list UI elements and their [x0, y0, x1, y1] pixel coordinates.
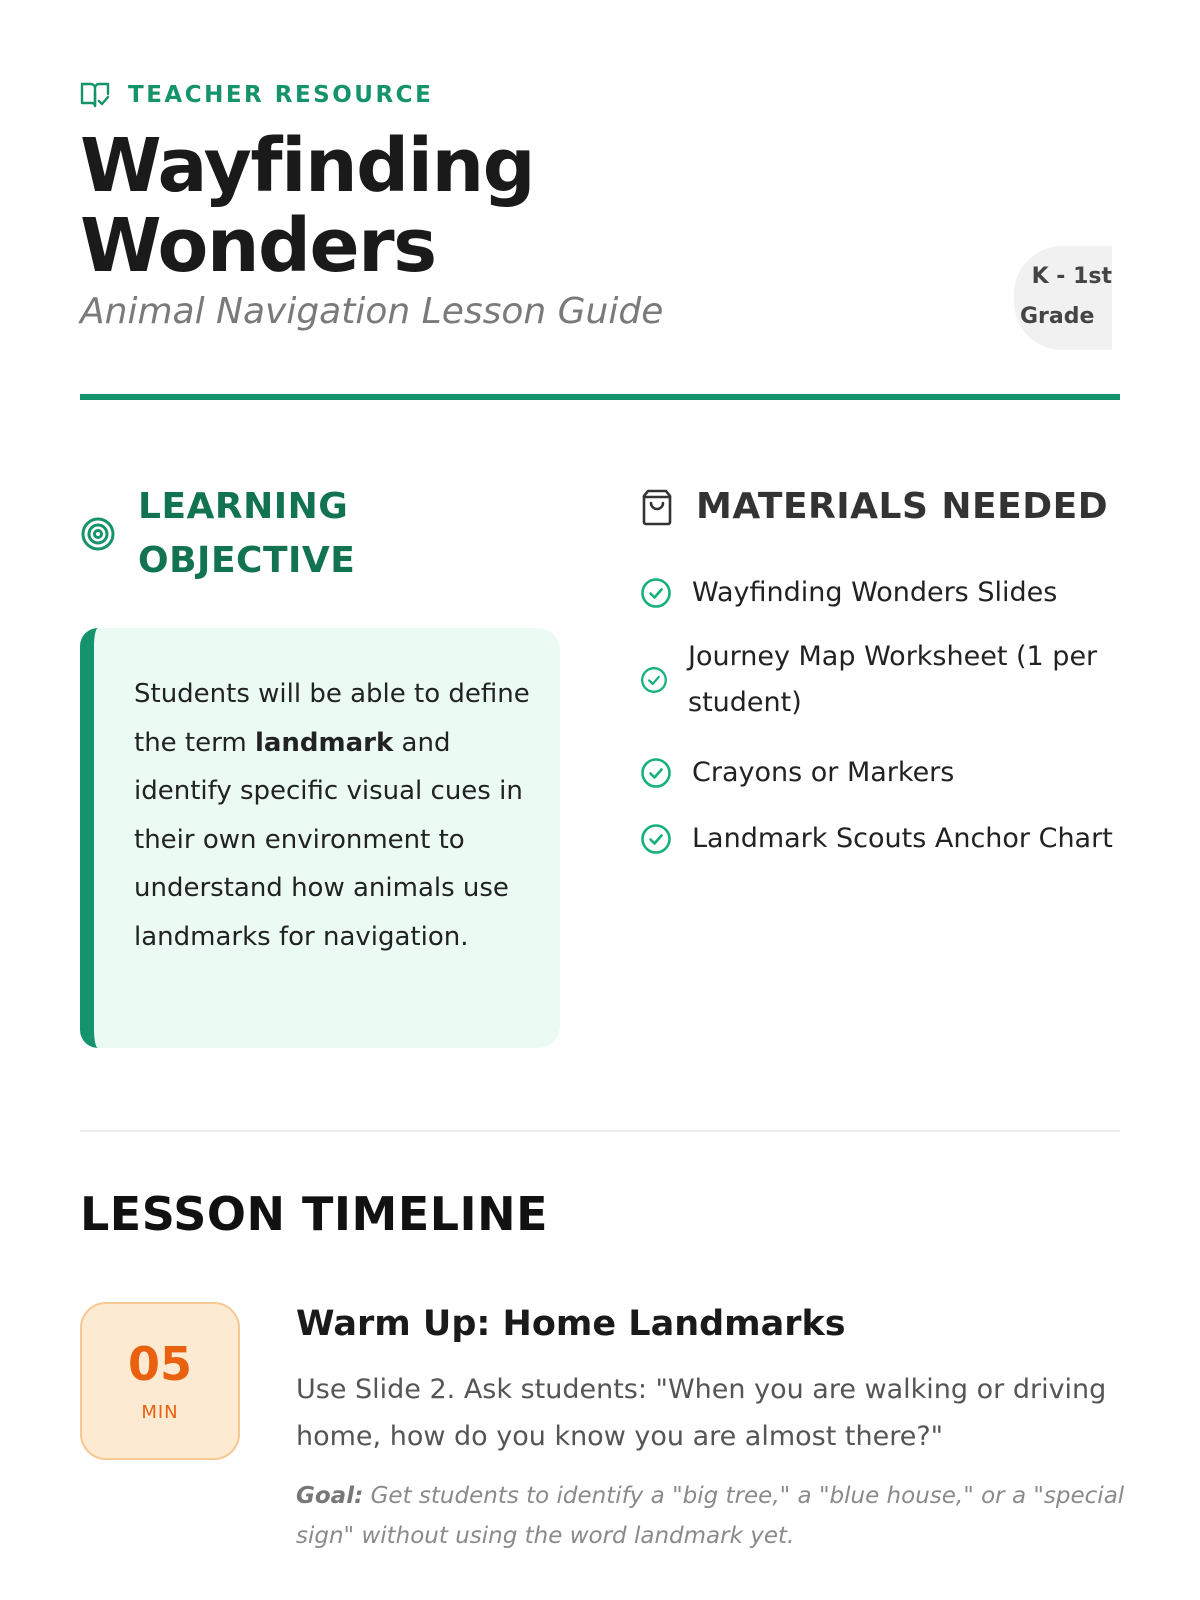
- step-title: Warm Up: Home Landmarks: [296, 1304, 846, 1344]
- check-circle-icon: [640, 823, 672, 855]
- book-check-icon: [80, 80, 112, 110]
- material-item: [640, 634, 1110, 726]
- goal-label: Goal:: [296, 1483, 364, 1509]
- objective-title: [138, 480, 355, 588]
- resource-eyebrow: [80, 80, 433, 110]
- duration-minutes: 05: [127, 1337, 192, 1391]
- header-divider: [80, 394, 1120, 400]
- eyebrow-label: TEACHER RESOURCE: [128, 82, 434, 108]
- page-title: [80, 123, 535, 289]
- section-divider: [80, 1130, 1120, 1132]
- check-circle-icon: [640, 757, 672, 789]
- objective-term: landmark: [254, 727, 394, 758]
- objective-text: [134, 670, 530, 961]
- objective-card: [80, 628, 560, 1048]
- grade-badge: [1014, 246, 1112, 350]
- duration-unit: MIN: [141, 1402, 179, 1423]
- page-subtitle: Animal Navigation Lesson Guide: [80, 291, 664, 332]
- material-label: Landmark Scouts Anchor Chart: [692, 823, 1113, 854]
- grade-badge-line-2: Grade: [1020, 304, 1095, 329]
- timeline-title: LESSON TIMELINE: [80, 1187, 549, 1241]
- grade-badge-line-1: K - 1st: [1031, 264, 1112, 289]
- material-item: [640, 750, 954, 796]
- material-item: [640, 816, 1113, 862]
- shopping-bag-icon: [640, 488, 674, 526]
- objective-title-line-2: OBJECTIVE: [138, 540, 356, 581]
- title-line-1: Wayfinding: [80, 123, 535, 209]
- title-line-2: Wonders: [80, 203, 436, 289]
- objective-title-line-1: LEARNING: [138, 486, 349, 527]
- materials-title: MATERIALS NEEDED: [696, 486, 1109, 527]
- step-description: Use Slide 2. Ask students: "When you are walking or driving home, how do you know you are almost there?": [296, 1374, 1107, 1452]
- check-circle-icon: [640, 666, 668, 694]
- materials-heading: [640, 485, 1108, 529]
- target-icon: [80, 516, 116, 552]
- check-circle-icon: [640, 577, 672, 609]
- objective-text-start: Students will be able to define the term: [134, 679, 530, 758]
- material-label: Journey Map Worksheet (1 per student): [688, 641, 1098, 718]
- goal-text: Get students to identify a "big tree," a "blue house," or a "special sign" without using the word landmark yet.: [296, 1483, 1125, 1549]
- step-goal: [296, 1476, 1126, 1556]
- objective-text-end: and identify specific visual cues in their own environment to understand how animals use landmarks for navigation.: [134, 727, 523, 952]
- objective-heading: [80, 480, 355, 588]
- material-item: [640, 570, 1057, 616]
- duration-badge: [80, 1302, 240, 1460]
- material-label: Crayons or Markers: [692, 757, 955, 788]
- material-label: Wayfinding Wonders Slides: [692, 577, 1058, 608]
